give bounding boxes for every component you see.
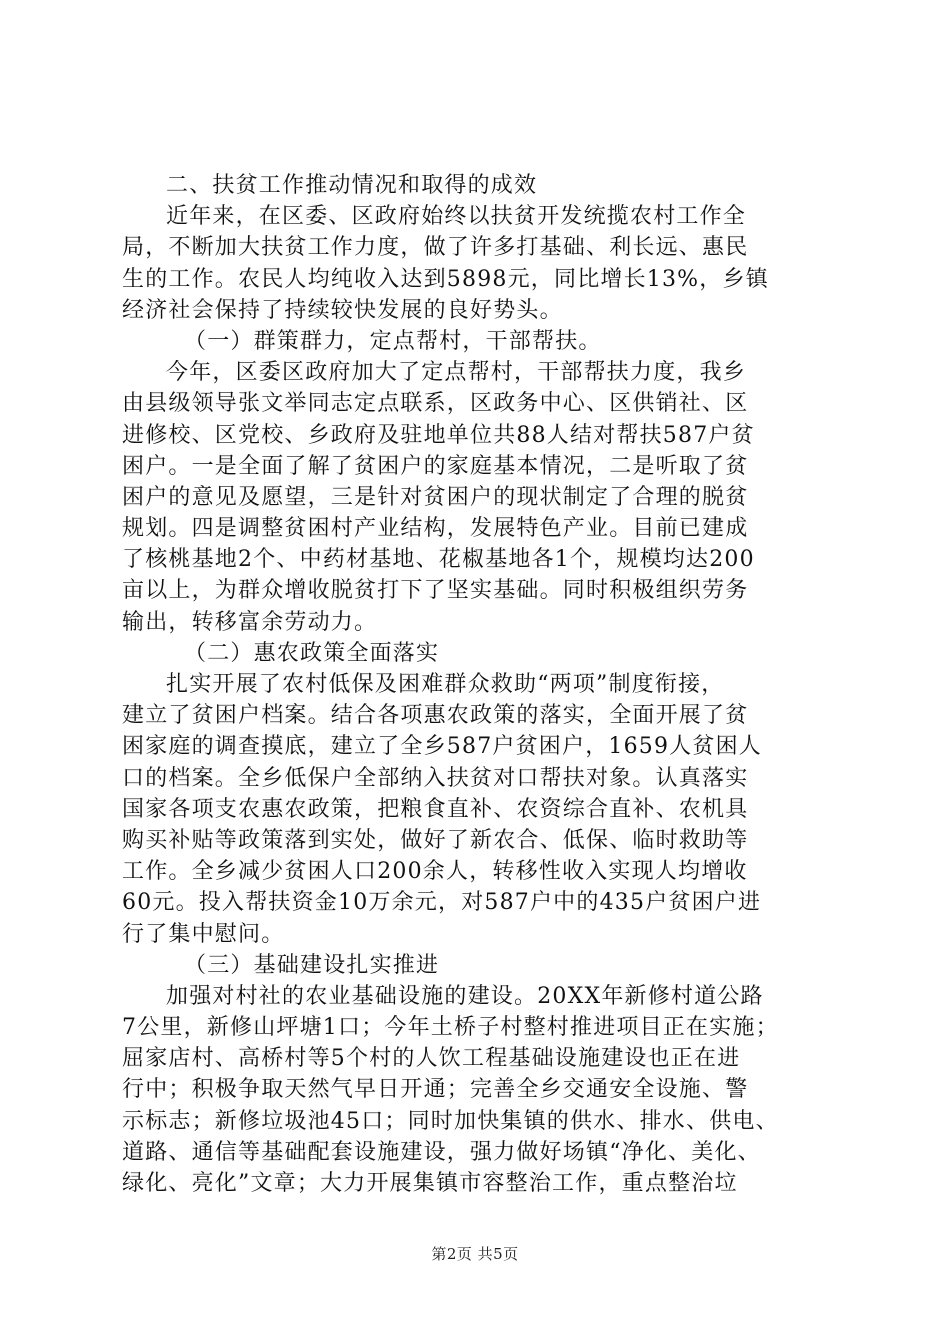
paragraph-line: 绿化、亮化”文章；大力开展集镇市容整治工作，重点整治垃 — [122, 1171, 738, 1196]
paragraph-line: 60元。投入帮扶资金10万余元，对587户中的435户贫困户进 — [122, 890, 762, 916]
section-heading: （二）惠农政策全面落实 — [184, 640, 440, 666]
paragraph-line: 生的工作。农民人均纯收入达到5898元，同比增长13%，乡镇 — [122, 266, 769, 292]
page-footer: 第2页 共5页 — [431, 1245, 519, 1263]
paragraph-line: 困家庭的调查摸底，建立了全乡587户贫困户，1659人贫困人 — [122, 734, 762, 760]
paragraph-line: 行了集中慰问。 — [122, 921, 285, 947]
paragraph-line: 亩以上，为群众增收脱贫打下了坚实基础。同时积极组织劳务 — [122, 578, 749, 604]
paragraph-line: 局，不断加大扶贫工作力度，做了许多打基础、利长远、惠民 — [122, 235, 749, 261]
section-heading: （一）群策群力，定点帮村，干部帮扶。 — [184, 328, 602, 354]
document-body — [122, 170, 842, 1199]
paragraph-first-line: 二、扶贫工作推动情况和取得的成效 — [166, 173, 538, 198]
paragraph-line: 行中；积极争取天然气早日开通；完善全乡交通安全设施、警 — [122, 1077, 749, 1103]
paragraph-line: 进修校、区党校、乡政府及驻地单位共88人结对帮扶587户贫 — [122, 422, 755, 448]
paragraph-line: 困户的意见及愿望，三是针对贫困户的现状制定了合理的脱贫 — [122, 484, 749, 510]
paragraph-first-line: 扎实开展了农村低保及困难群众救助“两项”制度衔接， — [166, 672, 725, 697]
paragraph-line: 经济社会保持了持续较快发展的良好势头。 — [122, 297, 563, 323]
paragraph-line: 屈家店村、高桥村等5个村的人饮工程基础设施建设也正在进 — [122, 1046, 741, 1072]
paragraph-first-line: 加强对村社的农业基础设施的建设。20XX年新修村道公路 — [166, 983, 764, 1009]
paragraph-line: 国家各项支农惠农政策，把粮食直补、农资综合直补、农机具 — [122, 796, 749, 822]
paragraph-line: 购买补贴等政策落到实处，做好了新农合、低保、临时救助等 — [122, 827, 749, 853]
paragraph-line: 7公里，新修山坪塘1口；今年土桥子村整村推进项目正在实施； — [122, 1015, 779, 1041]
paragraph-line: 困户。一是全面了解了贫困户的家庭基本情况，二是听取了贫 — [122, 453, 749, 479]
paragraph-first-line: 今年，区委区政府加大了定点帮村，干部帮扶力度，我乡 — [166, 360, 747, 386]
paragraph-line: 道路、通信等基础配套设施建设，强力做好场镇“净化、美化、 — [122, 1139, 761, 1165]
paragraph-line: 由县级领导张文举同志定点联系，区政务中心、区供销社、区 — [122, 391, 749, 417]
paragraph-line: 工作。全乡减少贫困人口200余人，转移性收入实现人均增收 — [122, 859, 748, 885]
section-heading: （三）基础建设扎实推进 — [184, 952, 440, 978]
paragraph-line: 输出，转移富余劳动力。 — [122, 609, 378, 635]
paragraph-line: 口的档案。全乡低保户全部纳入扶贫对口帮扶对象。认真落实 — [122, 765, 749, 791]
paragraph-line: 规划。四是调整贫困村产业结构，发展特色产业。目前已建成 — [122, 516, 749, 542]
paragraph-line: 建立了贫困户档案。结合各项惠农政策的落实，全面开展了贫 — [122, 703, 749, 729]
paragraph-line: 了核桃基地2个、中药材基地、花椒基地各1个，规模均达200 — [122, 547, 755, 573]
paragraph-first-line: 近年来，在区委、区政府始终以扶贫开发统揽农村工作全 — [166, 204, 747, 230]
paragraph-line: 示标志；新修垃圾池45口；同时加快集镇的供水、排水、供电、 — [122, 1108, 779, 1134]
